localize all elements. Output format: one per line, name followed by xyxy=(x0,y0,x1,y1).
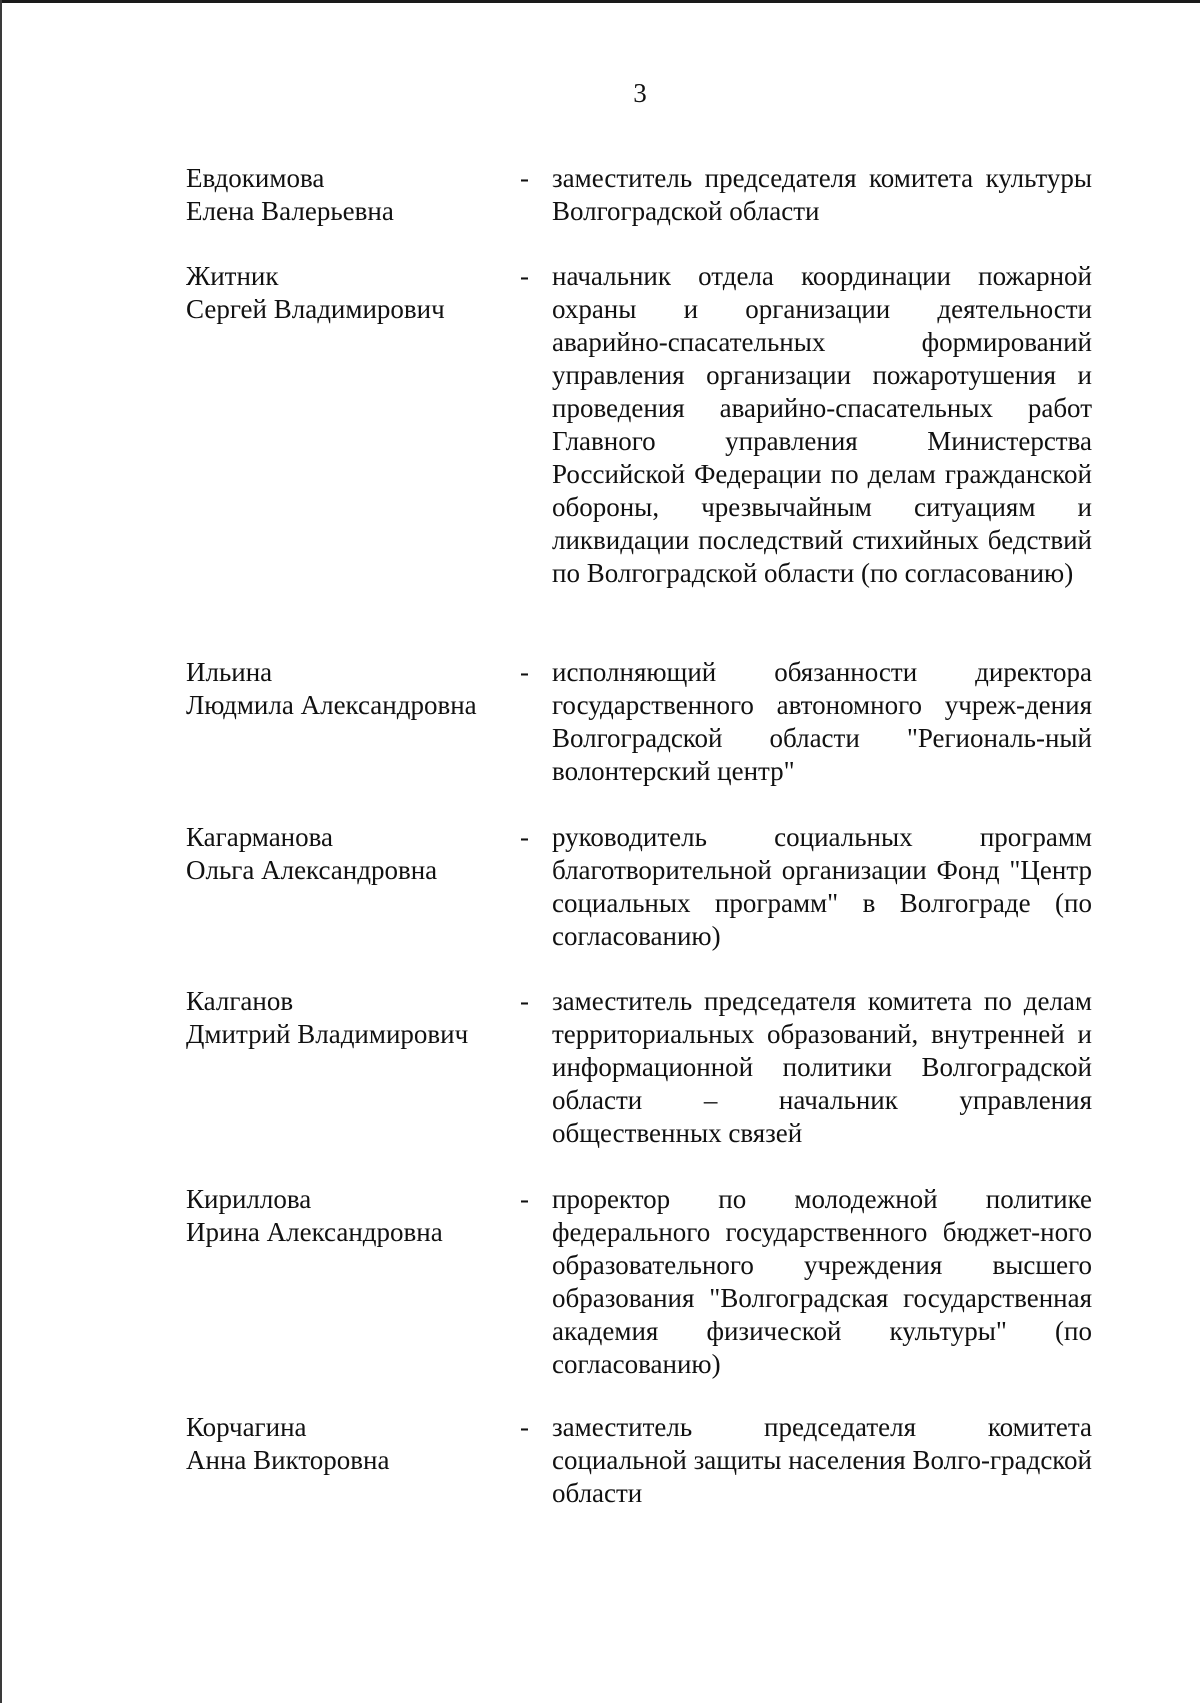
person-name xyxy=(186,821,506,887)
person-name xyxy=(186,162,506,228)
person-name xyxy=(186,260,506,326)
position-text: заместитель председателя комитета социальной защиты населения Волго-градской области xyxy=(552,1412,1092,1508)
page-number: 3 xyxy=(633,78,647,108)
surname: Калганов xyxy=(186,986,294,1016)
surname: Ильина xyxy=(186,657,273,687)
person-name xyxy=(186,985,506,1051)
surname: Корчагина xyxy=(186,1412,307,1442)
scan-edge-top xyxy=(0,0,1200,3)
given-names: Анна Викторовна xyxy=(186,1445,390,1475)
surname: Кагарманова xyxy=(186,822,333,852)
surname: Житник xyxy=(186,261,279,291)
position-text: заместитель председателя комитета по делам территориальных образований, внутренней и информационной политики Волгоградской области – начальник управления общественных связей xyxy=(552,986,1092,1148)
given-names: Дмитрий Владимирович xyxy=(186,1019,469,1049)
position-text: начальник отдела координации пожарной охраны и организации деятельности аварийно-спасательных формирований управления организации пожаротушения и проведения аварийно-спасательных работ Главного управления Министерства Российской Федерации по делам гражданской обороны, чрезвычайным ситуациям и ликвидации последствий стихийных бедствий по Волгоградской области (по согласованию) xyxy=(552,261,1092,588)
separator-dash: - xyxy=(520,261,529,291)
person-name xyxy=(186,1183,506,1249)
separator-dash: - xyxy=(520,657,529,687)
given-names: Ольга Александровна xyxy=(186,855,438,885)
separator-dash: - xyxy=(520,822,529,852)
separator-dash: - xyxy=(520,1184,529,1214)
position-text: исполняющий обязанности директора государственного автономного учреж-дения Волгоградской области "Региональ-ный волонтерский центр" xyxy=(552,657,1092,786)
given-names: Людмила Александровна xyxy=(186,690,477,720)
separator-dash: - xyxy=(520,986,529,1016)
surname: Евдокимова xyxy=(186,163,325,193)
position-text: проректор по молодежной политике федерального государственного бюджет-ного образовательного учреждения высшего образования "Волгоградская государственная академия физической культуры" (по согласованию) xyxy=(552,1184,1092,1379)
given-names: Ирина Александровна xyxy=(186,1217,443,1247)
separator-dash: - xyxy=(520,1412,529,1442)
given-names: Елена Валерьевна xyxy=(186,196,394,226)
surname: Кириллова xyxy=(186,1184,312,1214)
scan-edge-left xyxy=(0,0,2,1703)
person-name xyxy=(186,656,506,722)
position-text: заместитель председателя комитета культуры Волгоградской области xyxy=(552,163,1092,226)
position-text: руководитель социальных программ благотворительной организации Фонд "Центр социальных программ" в Волгограде (по согласованию) xyxy=(552,822,1092,951)
person-name xyxy=(186,1411,506,1477)
separator-dash: - xyxy=(520,163,529,193)
given-names: Сергей Владимирович xyxy=(186,294,445,324)
